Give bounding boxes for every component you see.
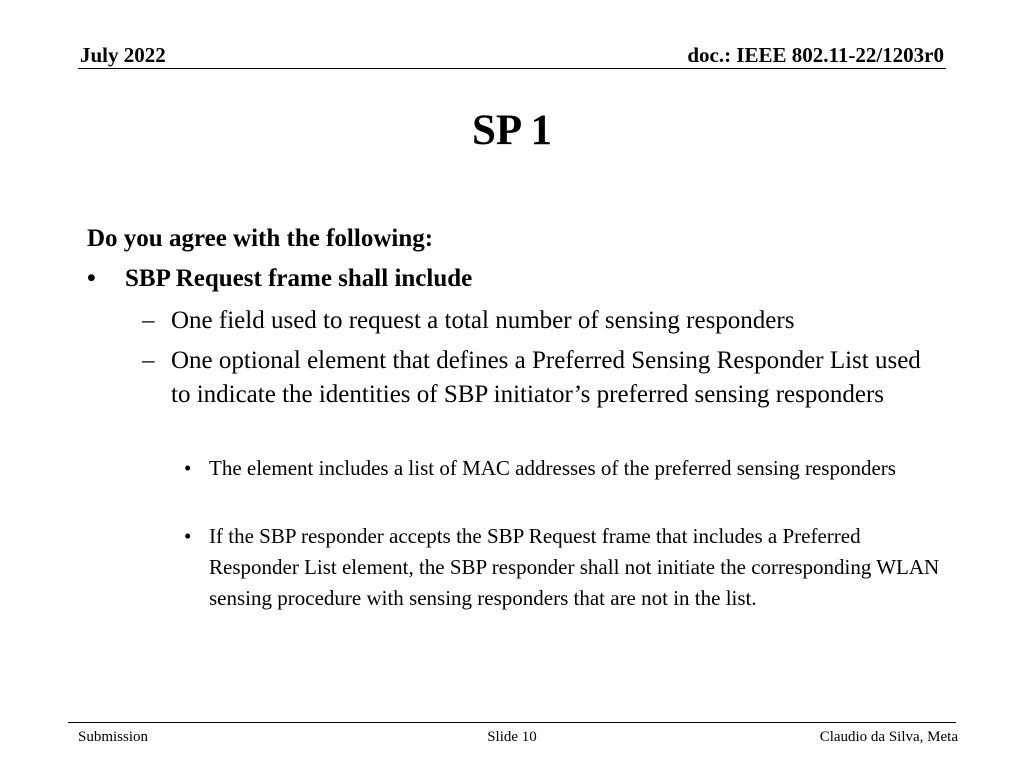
footer-divider xyxy=(68,722,956,723)
sub-sub-bullet-text: If the SBP responder accepts the SBP Request frame that includes a Preferred Responder List element, the SBP responder shall not initiate the corresponding WLAN sensing procedure with sensing responders that are not in the list. xyxy=(209,524,940,610)
bullet-text: SBP Request frame shall include xyxy=(125,265,473,292)
bullet-marker: • xyxy=(87,265,96,292)
slide-title: SP 1 xyxy=(471,107,553,154)
bullet-marker: • xyxy=(184,456,192,480)
bullet-sbp-request xyxy=(87,263,472,295)
bullet-marker: • xyxy=(184,524,192,548)
sub-sub-bullet-responder-rule xyxy=(184,521,944,614)
sub-bullet-preferred-list xyxy=(142,344,942,412)
dash-marker: – xyxy=(142,307,155,334)
dash-marker: – xyxy=(142,347,155,374)
header-date: July 2022 xyxy=(80,43,166,67)
header-doc-id: doc.: IEEE 802.11-22/1203r0 xyxy=(687,43,944,67)
sub-bullet-text: One optional element that defines a Preferred Sensing Responder List used to indicate the identities of SBP initiator’s preferred sensing responders xyxy=(171,347,921,408)
sub-sub-bullet-text: The element includes a list of MAC addresses of the preferred sensing responders xyxy=(209,456,896,480)
sub-bullet-text: One field used to request a total number of sensing responders xyxy=(171,307,795,334)
sub-bullet-total-responders xyxy=(142,304,942,338)
header-divider xyxy=(78,68,946,69)
footer-submission: Submission xyxy=(78,729,149,745)
footer-author: Claudio da Silva, Meta xyxy=(819,729,958,745)
lead-question: Do you agree with the following: xyxy=(87,225,434,252)
footer-slide-number: Slide 10 xyxy=(487,729,537,745)
sub-sub-bullet-mac-list xyxy=(184,453,944,484)
